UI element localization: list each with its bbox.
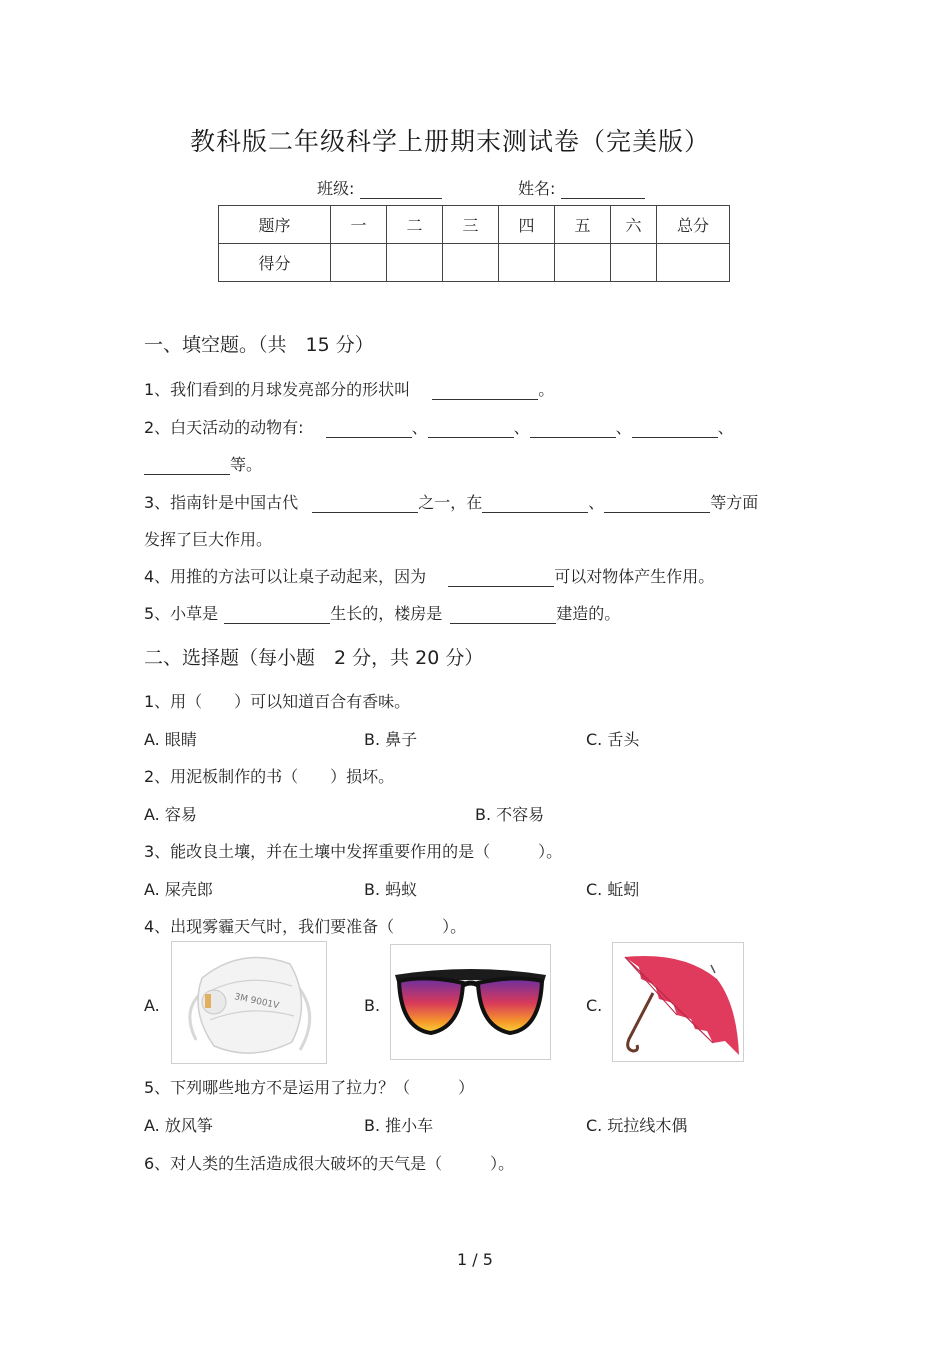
- option-a[interactable]: A.: [144, 996, 160, 1015]
- answer-blank[interactable]: [448, 569, 554, 587]
- page-number: 1 / 5: [457, 1250, 493, 1269]
- fill-question-3-continued: 发挥了巨大作用。: [144, 530, 273, 549]
- sunglasses-icon: [391, 945, 550, 1059]
- score-header-cell: 六: [611, 206, 657, 244]
- section1-heading: 一、填空题。（共 15 分）: [144, 334, 374, 356]
- score-table: [218, 205, 730, 282]
- question-text: 4、用推的方法可以让桌子动起来，因为: [144, 567, 427, 586]
- score-cell[interactable]: [499, 244, 555, 282]
- option-b[interactable]: B. 推小车: [364, 1116, 434, 1135]
- option-a[interactable]: A. 眼睛: [144, 730, 197, 749]
- answer-blank[interactable]: [312, 495, 418, 513]
- option-a[interactable]: A. 容易: [144, 805, 197, 824]
- mask-print: 3M 9001V: [233, 992, 280, 1012]
- umbrella-image[interactable]: [612, 942, 744, 1062]
- score-cell[interactable]: [387, 244, 443, 282]
- separator: 、: [615, 418, 632, 437]
- answer-blank[interactable]: [482, 495, 588, 513]
- fill-question-2: [144, 415, 734, 438]
- class-field: [317, 176, 442, 199]
- score-header-cell: 四: [499, 206, 555, 244]
- class-blank[interactable]: [360, 180, 442, 199]
- separator: 、: [717, 418, 734, 437]
- score-header-cell: 总分: [657, 206, 730, 244]
- option-c[interactable]: C. 玩拉线木偶: [586, 1116, 688, 1135]
- page-title: 教科版二年级科学上册期末测试卷（完美版）: [189, 127, 710, 156]
- section2-heading: 二、选择题（每小题 2 分，共 20 分）: [144, 647, 484, 669]
- answer-blank[interactable]: [326, 420, 412, 438]
- question-text: 建造的。: [556, 604, 621, 623]
- sunglasses-image[interactable]: [390, 944, 551, 1060]
- fill-question-1: [144, 377, 554, 400]
- score-header-cell: 三: [443, 206, 499, 244]
- score-header-cell: 二: [387, 206, 443, 244]
- fill-question-4: [144, 564, 714, 587]
- fill-question-5: [144, 601, 620, 624]
- score-row-label: 得分: [219, 244, 331, 282]
- mask-image[interactable]: [171, 941, 327, 1064]
- answer-blank[interactable]: [432, 382, 538, 400]
- question-text: 等。: [230, 455, 263, 474]
- score-table-header-row: [219, 206, 730, 244]
- choice-question-2: 2、用泥板制作的书（ ）损坏。: [144, 767, 395, 786]
- score-header-cell: 一: [331, 206, 387, 244]
- score-cell[interactable]: [555, 244, 611, 282]
- question-text: 1、我们看到的月球发亮部分的形状叫: [144, 380, 411, 399]
- separator: 、: [588, 493, 605, 512]
- score-cell[interactable]: [443, 244, 499, 282]
- question-text: 之一，在: [418, 493, 483, 512]
- option-b[interactable]: B. 不容易: [475, 805, 545, 824]
- name-label: 姓名:: [518, 179, 556, 198]
- choice-question-4: 4、出现雾霾天气时，我们要准备（ ）。: [144, 917, 467, 936]
- answer-blank[interactable]: [450, 606, 556, 624]
- question-text: 2、白天活动的动物有:: [144, 418, 304, 437]
- option-c[interactable]: C. 蚯蚓: [586, 880, 640, 899]
- option-b[interactable]: B.: [364, 996, 381, 1015]
- option-b[interactable]: B. 蚂蚁: [364, 880, 418, 899]
- question-text: 。: [538, 380, 555, 399]
- score-table-score-row: [219, 244, 730, 282]
- answer-blank[interactable]: [604, 495, 710, 513]
- umbrella-icon: [613, 943, 743, 1061]
- question-text: 等方面: [710, 493, 759, 512]
- answer-blank[interactable]: [224, 606, 330, 624]
- choice-question-1: 1、用（ ）可以知道百合有香味。: [144, 692, 411, 711]
- choice-question-5: 5、下列哪些地方不是运用了拉力？（ ）: [144, 1078, 475, 1097]
- answer-blank[interactable]: [428, 420, 514, 438]
- option-a[interactable]: A. 放风筝: [144, 1116, 213, 1135]
- score-cell[interactable]: [331, 244, 387, 282]
- class-label: 班级:: [317, 179, 355, 198]
- name-field: [518, 176, 645, 199]
- separator: 、: [513, 418, 530, 437]
- question-text: 生长的，楼房是: [330, 604, 443, 623]
- option-a[interactable]: A. 屎壳郎: [144, 880, 213, 899]
- option-c[interactable]: C.: [586, 996, 603, 1015]
- question-text: 3、指南针是中国古代: [144, 493, 299, 512]
- fill-question-3: [144, 490, 758, 513]
- option-c[interactable]: C. 舌头: [586, 730, 640, 749]
- question-text: 5、小草是: [144, 604, 219, 623]
- score-cell[interactable]: [657, 244, 730, 282]
- choice-question-3: 3、能改良土壤，并在土壤中发挥重要作用的是（ ）。: [144, 842, 563, 861]
- separator: 、: [411, 418, 428, 437]
- score-header-cell: 题序: [219, 206, 331, 244]
- answer-blank[interactable]: [144, 457, 230, 475]
- name-blank[interactable]: [561, 180, 645, 199]
- mask-icon: [172, 942, 326, 1063]
- answer-blank[interactable]: [530, 420, 616, 438]
- fill-question-2-continued: [144, 452, 262, 475]
- score-cell[interactable]: [611, 244, 657, 282]
- choice-question-6: 6、对人类的生活造成很大破坏的天气是（ ）。: [144, 1154, 515, 1173]
- score-header-cell: 五: [555, 206, 611, 244]
- option-b[interactable]: B. 鼻子: [364, 730, 418, 749]
- question-text: 可以对物体产生作用。: [554, 567, 715, 586]
- answer-blank[interactable]: [632, 420, 718, 438]
